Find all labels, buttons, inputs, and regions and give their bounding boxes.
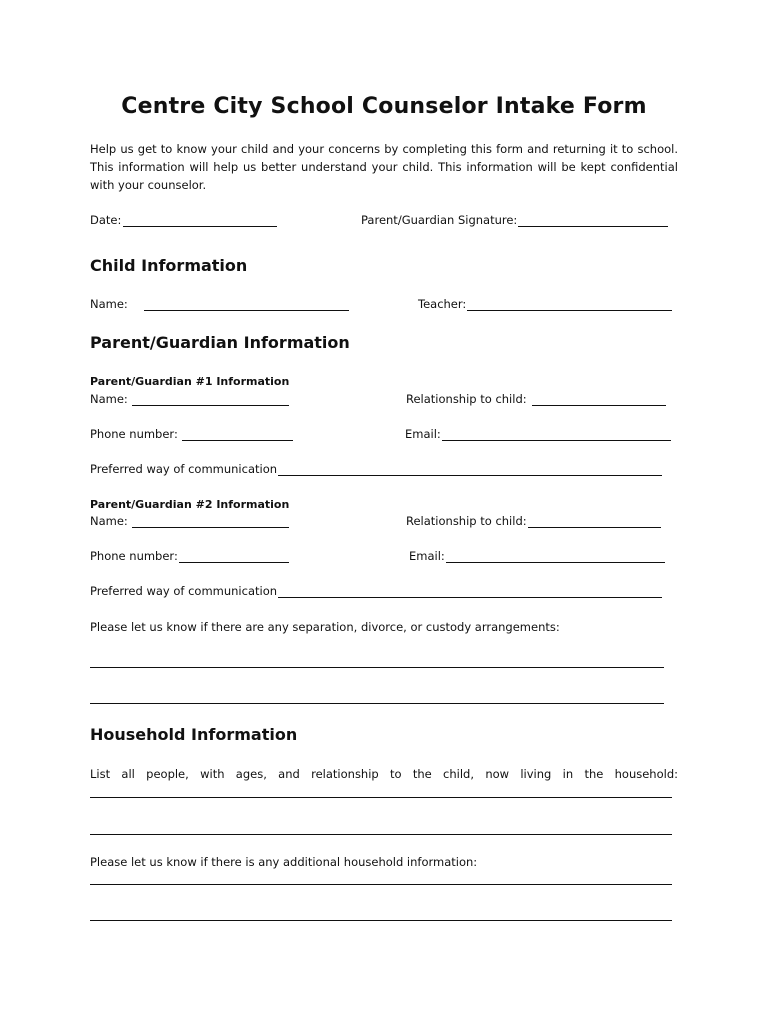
- signature-field[interactable]: [361, 213, 668, 227]
- guardian2-phone-field[interactable]: [90, 549, 289, 563]
- child-info-heading: Child Information: [90, 256, 248, 275]
- guardian2-email-line[interactable]: [446, 550, 665, 563]
- guardian1-preferred-label: Preferred way of communication: [90, 462, 278, 476]
- guardian1-name-line[interactable]: [132, 393, 289, 406]
- child-name-label: Name:: [90, 297, 128, 311]
- household-info-heading: Household Information: [90, 725, 298, 744]
- guardian2-heading: Parent/Guardian #2 Information: [90, 498, 290, 511]
- household-people-line-1[interactable]: [90, 797, 672, 798]
- guardian1-phone-label: Phone number:: [90, 427, 178, 441]
- household-additional-line-1[interactable]: [90, 884, 672, 885]
- guardian2-relationship-line[interactable]: [528, 515, 661, 528]
- guardian1-name-label: Name:: [90, 392, 128, 406]
- custody-answer-line-2[interactable]: [90, 703, 664, 704]
- household-people-prompt: List all people, with ages, and relationship to the child, now living in the household:: [90, 767, 678, 781]
- teacher-field[interactable]: [418, 297, 672, 311]
- guardian2-preferred-label: Preferred way of communication: [90, 584, 278, 598]
- teacher-line[interactable]: [467, 298, 672, 311]
- guardian2-name-label: Name:: [90, 514, 128, 528]
- guardian1-preferred-field[interactable]: [90, 462, 662, 476]
- page-title: Centre City School Counselor Intake Form: [121, 94, 647, 119]
- household-people-line-2[interactable]: [90, 834, 672, 835]
- guardian1-name-field[interactable]: [90, 392, 289, 406]
- child-name-field[interactable]: [90, 297, 349, 311]
- household-additional-line-2[interactable]: [90, 920, 672, 921]
- guardian2-name-line[interactable]: [132, 515, 289, 528]
- guardian1-email-line[interactable]: [442, 428, 671, 441]
- guardian2-email-field[interactable]: [409, 549, 665, 563]
- signature-line[interactable]: [518, 214, 668, 227]
- date-field[interactable]: [90, 213, 277, 227]
- signature-label: Parent/Guardian Signature:: [361, 213, 518, 227]
- guardian1-heading: Parent/Guardian #1 Information: [90, 375, 290, 388]
- guardian1-phone-line[interactable]: [182, 428, 293, 441]
- guardian2-phone-line[interactable]: [179, 550, 289, 563]
- guardian2-email-label: Email:: [409, 549, 445, 563]
- guardian2-phone-label: Phone number:: [90, 549, 178, 563]
- child-name-line[interactable]: [144, 298, 349, 311]
- guardian2-preferred-field[interactable]: [90, 584, 662, 598]
- guardian1-relationship-field[interactable]: [406, 392, 666, 406]
- intro-paragraph: Help us get to know your child and your concerns by completing this form and returning it to school. This information will help us better understand your child. This information will be kept confidential with your counselor.: [90, 142, 678, 192]
- guardian1-relationship-label: Relationship to child:: [406, 392, 527, 406]
- guardian1-relationship-line[interactable]: [532, 393, 666, 406]
- teacher-label: Teacher:: [418, 297, 467, 311]
- guardian1-phone-field[interactable]: [90, 427, 293, 441]
- guardian2-preferred-line[interactable]: [278, 585, 662, 598]
- date-label: Date:: [90, 213, 122, 227]
- date-line[interactable]: [123, 214, 277, 227]
- parent-info-heading: Parent/Guardian Information: [90, 333, 350, 352]
- guardian2-name-field[interactable]: [90, 514, 289, 528]
- guardian1-preferred-line[interactable]: [278, 463, 662, 476]
- guardian1-email-label: Email:: [405, 427, 441, 441]
- guardian2-relationship-label: Relationship to child:: [406, 514, 527, 528]
- guardian2-relationship-field[interactable]: [406, 514, 661, 528]
- custody-prompt: Please let us know if there are any separation, divorce, or custody arrangements:: [90, 620, 560, 634]
- custody-answer-line-1[interactable]: [90, 667, 664, 668]
- guardian1-email-field[interactable]: [405, 427, 671, 441]
- household-additional-prompt: Please let us know if there is any additional household information:: [90, 855, 478, 869]
